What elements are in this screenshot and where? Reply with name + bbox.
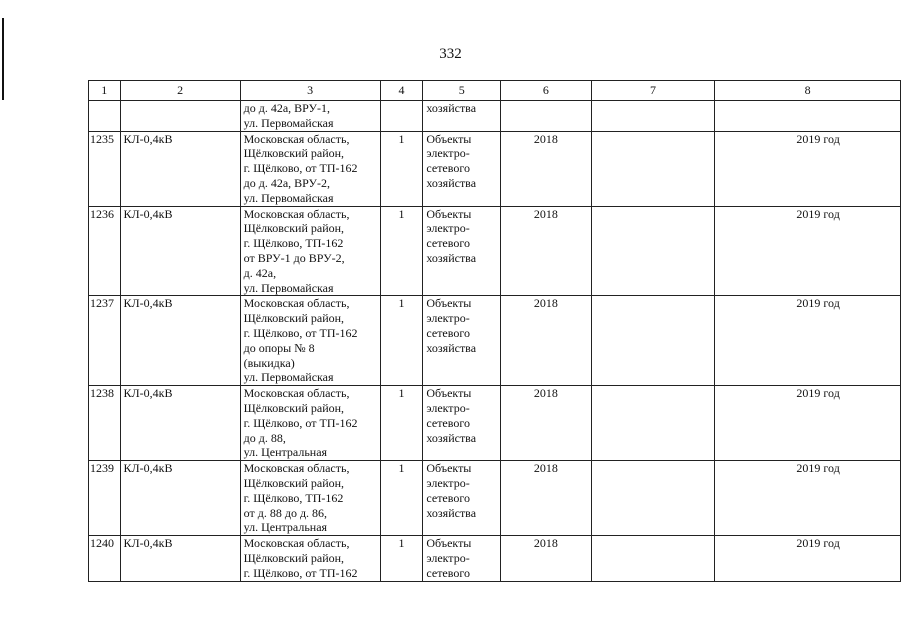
column-header: 1 (89, 81, 121, 101)
cell-year: 2018 (501, 296, 592, 386)
address-line: (выкидка) (243, 355, 295, 370)
cell-col7 (591, 131, 715, 206)
address-line: ул. Первомайская (243, 115, 334, 130)
continuation-row (89, 101, 901, 132)
table-row (89, 386, 901, 461)
address-line: г. Щёлково, ТП-162 (243, 490, 344, 505)
address-line: до д. 42а, ВРУ-2, (243, 175, 331, 190)
cell-year: 2018 (501, 461, 592, 536)
cell-address (240, 386, 380, 461)
cell-term (715, 101, 901, 132)
address-line: от д. 88 до д. 86, (243, 505, 328, 520)
category-line: Объекты (426, 461, 472, 476)
cell-quantity (380, 101, 423, 132)
category-line: сетевого (426, 415, 470, 430)
cell-address (240, 131, 380, 206)
table-row (89, 536, 901, 581)
cell-quantity: 1 (380, 386, 423, 461)
cell-index: 1237 (89, 296, 121, 386)
cell-index: 1239 (89, 461, 121, 536)
column-header: 7 (591, 81, 715, 101)
address-line: от ВРУ-1 до ВРУ-2, (243, 250, 345, 265)
category-line: сетевого (426, 565, 470, 580)
cell-category (423, 101, 501, 132)
address-line: Щёлковский район, (243, 400, 345, 415)
address-line: Московская область, (243, 536, 350, 551)
category-line: хозяйства (426, 505, 477, 520)
address-line: Московская область, (243, 131, 350, 146)
cell-type: КЛ-0,4кВ (120, 536, 240, 581)
category-line: электро- (426, 550, 470, 565)
category-line: электро- (426, 475, 470, 490)
cell-term: 2019 год (715, 206, 901, 296)
address-line: до опоры № 8 (243, 340, 315, 355)
cell-index: 1236 (89, 206, 121, 296)
address-line: Щёлковский район, (243, 550, 345, 565)
category-line: сетевого (426, 161, 470, 176)
address-line: д. 42а, (243, 265, 277, 280)
cell-year: 2018 (501, 206, 592, 296)
table-row (89, 206, 901, 296)
cell-year: 2018 (501, 386, 592, 461)
address-line: до д. 88, (243, 430, 286, 445)
cell-type: КЛ-0,4кВ (120, 461, 240, 536)
cell-address (240, 296, 380, 386)
cell-year: 2018 (501, 131, 592, 206)
cell-quantity: 1 (380, 461, 423, 536)
cell-index: 1235 (89, 131, 121, 206)
category-line: Объекты (426, 536, 472, 551)
column-header: 8 (715, 81, 901, 101)
cell-col7 (591, 101, 715, 132)
cell-quantity: 1 (380, 296, 423, 386)
cell-address (240, 461, 380, 536)
address-line: Щёлковский район, (243, 311, 345, 326)
cell-col7 (591, 536, 715, 581)
cell-category (423, 296, 501, 386)
address-line: г. Щёлково, от ТП-162 (243, 565, 358, 580)
category-line: Объекты (426, 296, 472, 311)
table-row (89, 296, 901, 386)
category-line: сетевого (426, 236, 470, 251)
address-line: Щёлковский район, (243, 146, 345, 161)
address-line: до д. 42а, ВРУ-1, (243, 101, 331, 115)
cell-category (423, 386, 501, 461)
address-line: г. Щёлково, ТП-162 (243, 236, 344, 251)
column-header: 5 (423, 81, 501, 101)
category-line: Объекты (426, 131, 472, 146)
category-line: электро- (426, 221, 470, 236)
category-line: Объекты (426, 206, 472, 221)
address-line: Московская область, (243, 206, 350, 221)
cell-quantity: 1 (380, 206, 423, 296)
cell-index: 1238 (89, 386, 121, 461)
cell-type: КЛ-0,4кВ (120, 386, 240, 461)
cell-type: КЛ-0,4кВ (120, 296, 240, 386)
cell-term: 2019 год (715, 296, 901, 386)
address-line: Щёлковский район, (243, 475, 345, 490)
category-line: сетевого (426, 325, 470, 340)
category-line: хозяйства (426, 340, 477, 355)
address-line: г. Щёлково, от ТП-162 (243, 161, 358, 176)
cell-col7 (591, 206, 715, 296)
cell-col7 (591, 461, 715, 536)
cell-category (423, 131, 501, 206)
address-line: Московская область, (243, 461, 350, 476)
cell-type (120, 101, 240, 132)
cell-term: 2019 год (715, 131, 901, 206)
column-header: 4 (380, 81, 423, 101)
address-line: г. Щёлково, от ТП-162 (243, 415, 358, 430)
category-line: сетевого (426, 490, 470, 505)
table-row (89, 131, 901, 206)
category-line: хозяйства (426, 250, 477, 265)
table-header-row (89, 81, 901, 101)
category-line: Объекты (426, 386, 472, 401)
cell-address (240, 101, 380, 132)
cell-category (423, 536, 501, 581)
address-line: ул. Первомайская (243, 370, 334, 385)
category-line: хозяйства (426, 430, 477, 445)
address-line: ул. Центральная (243, 445, 328, 460)
cell-quantity: 1 (380, 536, 423, 581)
cell-index (89, 101, 121, 132)
category-line: электро- (426, 311, 470, 326)
address-line: г. Щёлково, от ТП-162 (243, 325, 358, 340)
address-line: ул. Первомайская (243, 280, 334, 295)
address-line: Щёлковский район, (243, 221, 345, 236)
cell-year (501, 101, 592, 132)
category-line: хозяйства (426, 175, 477, 190)
cell-category (423, 461, 501, 536)
address-line: ул. Центральная (243, 520, 328, 535)
address-line: Московская область, (243, 296, 350, 311)
address-line: ул. Первомайская (243, 190, 334, 205)
table-row (89, 461, 901, 536)
cell-address (240, 206, 380, 296)
cell-address (240, 536, 380, 581)
column-header: 6 (501, 81, 592, 101)
cell-col7 (591, 386, 715, 461)
cell-term: 2019 год (715, 386, 901, 461)
cell-type: КЛ-0,4кВ (120, 131, 240, 206)
address-line: Московская область, (243, 386, 350, 401)
cell-year: 2018 (501, 536, 592, 581)
cell-quantity: 1 (380, 131, 423, 206)
page-number: 332 (439, 46, 462, 62)
cell-term: 2019 год (715, 536, 901, 581)
cell-col7 (591, 296, 715, 386)
register-table (88, 80, 901, 582)
category-line: электро- (426, 400, 470, 415)
category-line: хозяйства (426, 101, 477, 115)
column-header: 2 (120, 81, 240, 101)
cell-type: КЛ-0,4кВ (120, 206, 240, 296)
category-line: электро- (426, 146, 470, 161)
cell-index: 1240 (89, 536, 121, 581)
column-header: 3 (240, 81, 380, 101)
cell-category (423, 206, 501, 296)
cell-term: 2019 год (715, 461, 901, 536)
